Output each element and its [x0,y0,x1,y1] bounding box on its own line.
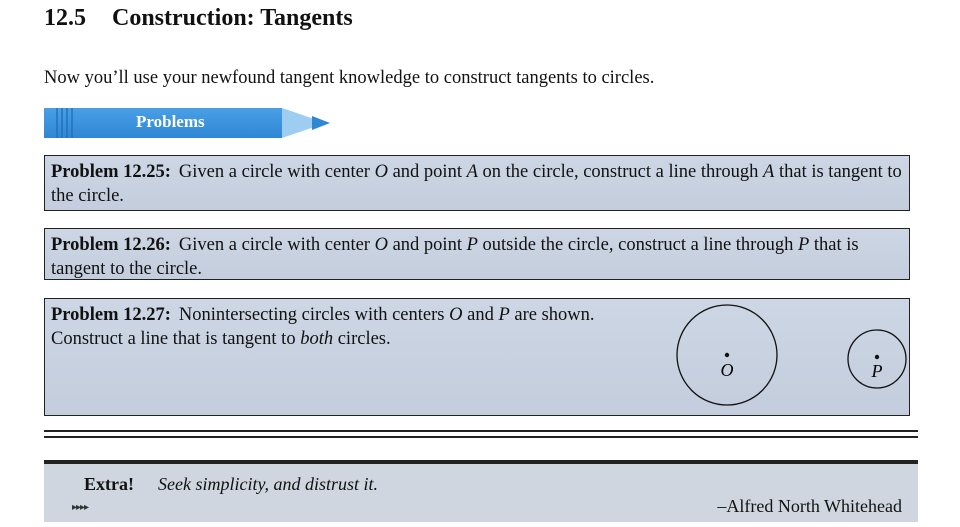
problem-label: Problem 12.27: [51,305,171,325]
problem-text: Given a circle with center O and point P outside the circle, construct a line through P that is tangent to the circle. [51,235,859,279]
label-o: O [720,360,734,380]
problem-text-wrap [51,303,671,351]
label-p: P [871,361,883,381]
problems-banner-label: Problems [136,112,205,131]
extra-quote: Seek simplicity, and distrust it. [158,474,378,494]
problem-12-27 [44,298,910,416]
divider-rule [44,430,918,432]
divider-rule [44,436,918,438]
section-title [44,5,353,32]
problems-banner [44,108,334,138]
pencil-stripes [56,108,74,138]
section-title-text: Construction: Tangents [112,5,353,31]
arrows-icon: ▸▸▸▸ [72,502,89,513]
extra-label: Extra! [84,474,134,494]
problem-text: Nonintersecting circles with centers O and P are shown. Construct a line that is tangent to both circles. [51,305,595,349]
extra-box [44,460,918,522]
section-number: 12.5 [44,5,86,31]
center-p-dot [875,355,879,359]
intro-text: Now you’ll use your newfound tangent knowledge to construct tangents to circles. [44,68,655,88]
extra-author: –Alfred North Whitehead [717,496,902,516]
circles-figure [673,301,913,413]
pencil-point-icon [312,116,330,130]
problem-label: Problem 12.25: [51,162,171,182]
problem-label: Problem 12.26: [51,235,171,255]
problem-12-25 [44,155,910,211]
problem-text: Given a circle with center O and point A on the circle, construct a line through A that is tangent to the circle. [51,162,902,206]
center-o-dot [725,353,729,357]
problem-12-26 [44,228,910,280]
